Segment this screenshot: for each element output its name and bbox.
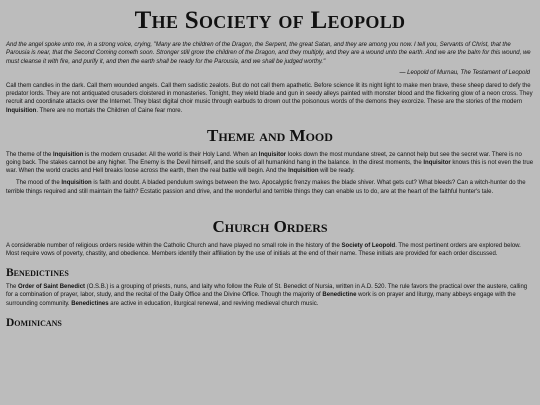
- mood-text: The mood of the: [16, 180, 62, 187]
- benedictines-text: are active in education, liturgical renewal, and reviving medieval church music.: [108, 300, 319, 307]
- theme-text: will be ready.: [318, 168, 355, 175]
- church-text: . The most pertinent orders are explored below. Most require vows of poverty, chastity, and obedience. Members identify their affiliation by the use of initials at the end of their name. These initials are provided for each order discussed.: [6, 242, 521, 257]
- section-heading-church-orders: Church Orders: [212, 216, 328, 236]
- theme-text: looks down the most mundane street, ze cannot help but see the secret war. There is no going back. The stakes cannot be any higher. The Enemy is the Devil himself, and the souls of all humankind hang in the balance. In the direst moments, the: [6, 151, 522, 166]
- theme-text: is the modern crusader. All the world is their Holy Land. When an: [83, 151, 259, 158]
- term-inquisitor: Inquisitor: [423, 159, 451, 166]
- term-inquisition: Inquisition: [6, 107, 37, 114]
- mood-text: is faith and doubt. A bladed pendulum swings between the two. Apocalyptic frenzy makes the blade shiver. What gets cut? What bleeds? Can a witch-hunter do the terrible things required and still maintain the faith? Ecstatic passion and drive, and the wonderful and terrible things they can enable us to do, are at the heart of the faithful hunter's tale.: [6, 180, 526, 195]
- page-title: The Society of Leopold: [134, 7, 406, 34]
- theme-text: knows this is not even the true war. When the world cracks and Hell breaks loose across the earth, then the real battle will begin. And the: [6, 159, 534, 175]
- subheading-benedictines: Benedictines: [6, 267, 69, 280]
- mood-paragraph: [6, 179, 534, 195]
- term-order-of-saint-benedict: Order of Saint Benedict: [18, 284, 86, 291]
- theme-text: The theme of the: [6, 151, 54, 158]
- term-benedictine: Benedictine: [322, 292, 357, 299]
- term-inquisitor: Inquisitor: [258, 151, 287, 158]
- term-society-of-leopold: Society of Leopold: [341, 242, 396, 249]
- section-heading-theme: Theme and Mood: [207, 125, 333, 145]
- epigraph-quote: And the angel spoke unto me, in a strong voice, crying, "Many are the children of the Dragon, the Serpent, the great Satan, and they are among you now. I tell you, Servants of Christ, that the Parousia is near, that the Second Coming cometh soon. Stronger still grow the children of the Dragon, and they multiply, and they are a wound unto the earth. And we are the balm for this wound, we must cleanse it with fire, and purify it, and then the earth shall be ready for the Parousia, and we shall be judged worthy.": [6, 42, 531, 65]
- benedictines-paragraph: [6, 283, 534, 308]
- epigraph-attribution: — Leopold of Murnau, The Testament of Leopold: [399, 69, 530, 76]
- benedictines-text: (O.S.B.) is a grouping of priests, nuns, and laity who follow the Rule of St. Benedict of Nursia, written in A.D. 520. The rule favors the practical over the austere, calling for a combination of prayer, labor, study, and the recital of the Daily Office and the Divine Office. Though the majority of: [6, 284, 528, 299]
- term-inquisition: Inquisition: [288, 168, 319, 175]
- subheading-dominicans: Dominicans: [6, 316, 62, 329]
- benedictines-text: work is on prayer and liturgy, many abbeys engage with the surrounding community.: [6, 292, 516, 307]
- term-inquisition: Inquisition: [53, 151, 84, 158]
- term-benedictines: Benedictines: [71, 300, 109, 307]
- intro-text: Call them candles in the dark. Call them wounded angels. Call them sadistic zealots. But do not call them apathetic. Before science lit its night light to make men brave, these sheep dared to defy the predator lords. They are not antiquated crusaders cloistered in monasteries. Tonight, they wield blade and gun in seedy alleys painted with monster blood and the flickering glow of a neon cross. They recruit and coordinate attacks over the Internet. They blast digital choir music through earbuds to drown out the poisonous words of the demons they exorcize. These are the stories of the modern: [6, 82, 533, 106]
- benedictines-text: The: [6, 284, 19, 291]
- term-inquisition: Inquisition: [61, 180, 92, 187]
- church-orders-paragraph: [6, 242, 534, 258]
- church-text: A considerable number of religious orders reside within the Catholic Church and have played no small role in the history of the: [6, 242, 342, 249]
- intro-paragraph: [6, 82, 534, 115]
- theme-paragraph: [6, 151, 534, 176]
- intro-text: . There are no mortals the Children of Caine fear more.: [36, 107, 183, 114]
